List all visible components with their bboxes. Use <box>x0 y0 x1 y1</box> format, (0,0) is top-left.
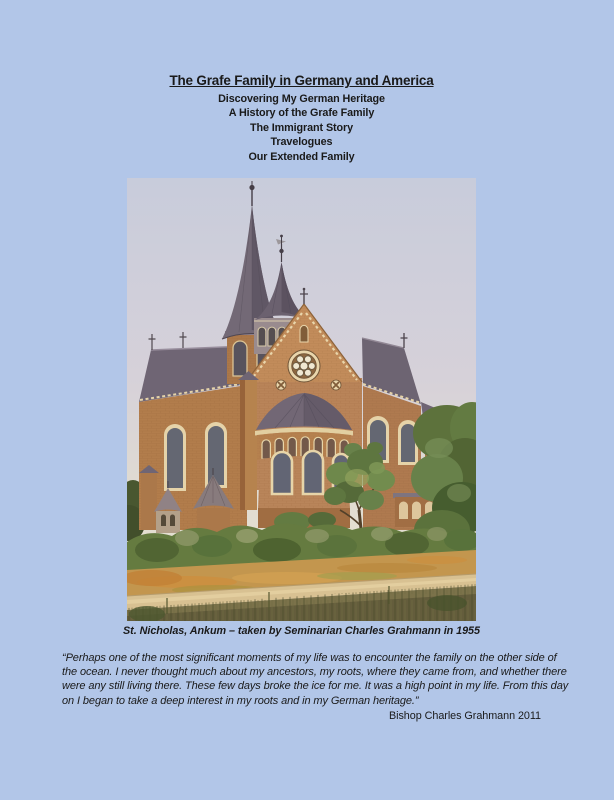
vintage-tint-overlay <box>127 178 476 621</box>
church-photo <box>127 178 476 621</box>
photo-caption: St. Nicholas, Ankum – taken by Seminarian Charles Grahmann in 1955 <box>123 625 480 638</box>
subtitle-line: Discovering My German Heritage <box>218 93 385 105</box>
quote-attribution: Bishop Charles Grahmann 2011 <box>388 709 541 722</box>
subtitle-line: A History of the Grafe Family <box>228 107 375 120</box>
subtitle-line: Our Extended Family <box>248 150 355 163</box>
quote-line: “Perhaps one of the most significant moments of my life was to encounter the family on the other side of <box>62 652 557 665</box>
quote-line: the ocean. I never thought much about my ancestors, my roots, where they came from, and whether there <box>62 666 567 679</box>
subtitle-block <box>0 92 603 164</box>
subtitle-line: The Immigrant Story <box>249 121 354 134</box>
quote-line: were any still living there. These few days broke the ice for me. It was a high point in my life. From this day <box>62 680 569 693</box>
quote-line: on I began to take a deep interest in my roots and in my German heritage.” <box>62 694 419 707</box>
page-title: The Grafe Family in Germany and America <box>169 73 434 88</box>
church-photo-image <box>127 178 476 621</box>
quote-block <box>62 651 603 723</box>
subtitle-line: Travelogues <box>270 136 333 149</box>
